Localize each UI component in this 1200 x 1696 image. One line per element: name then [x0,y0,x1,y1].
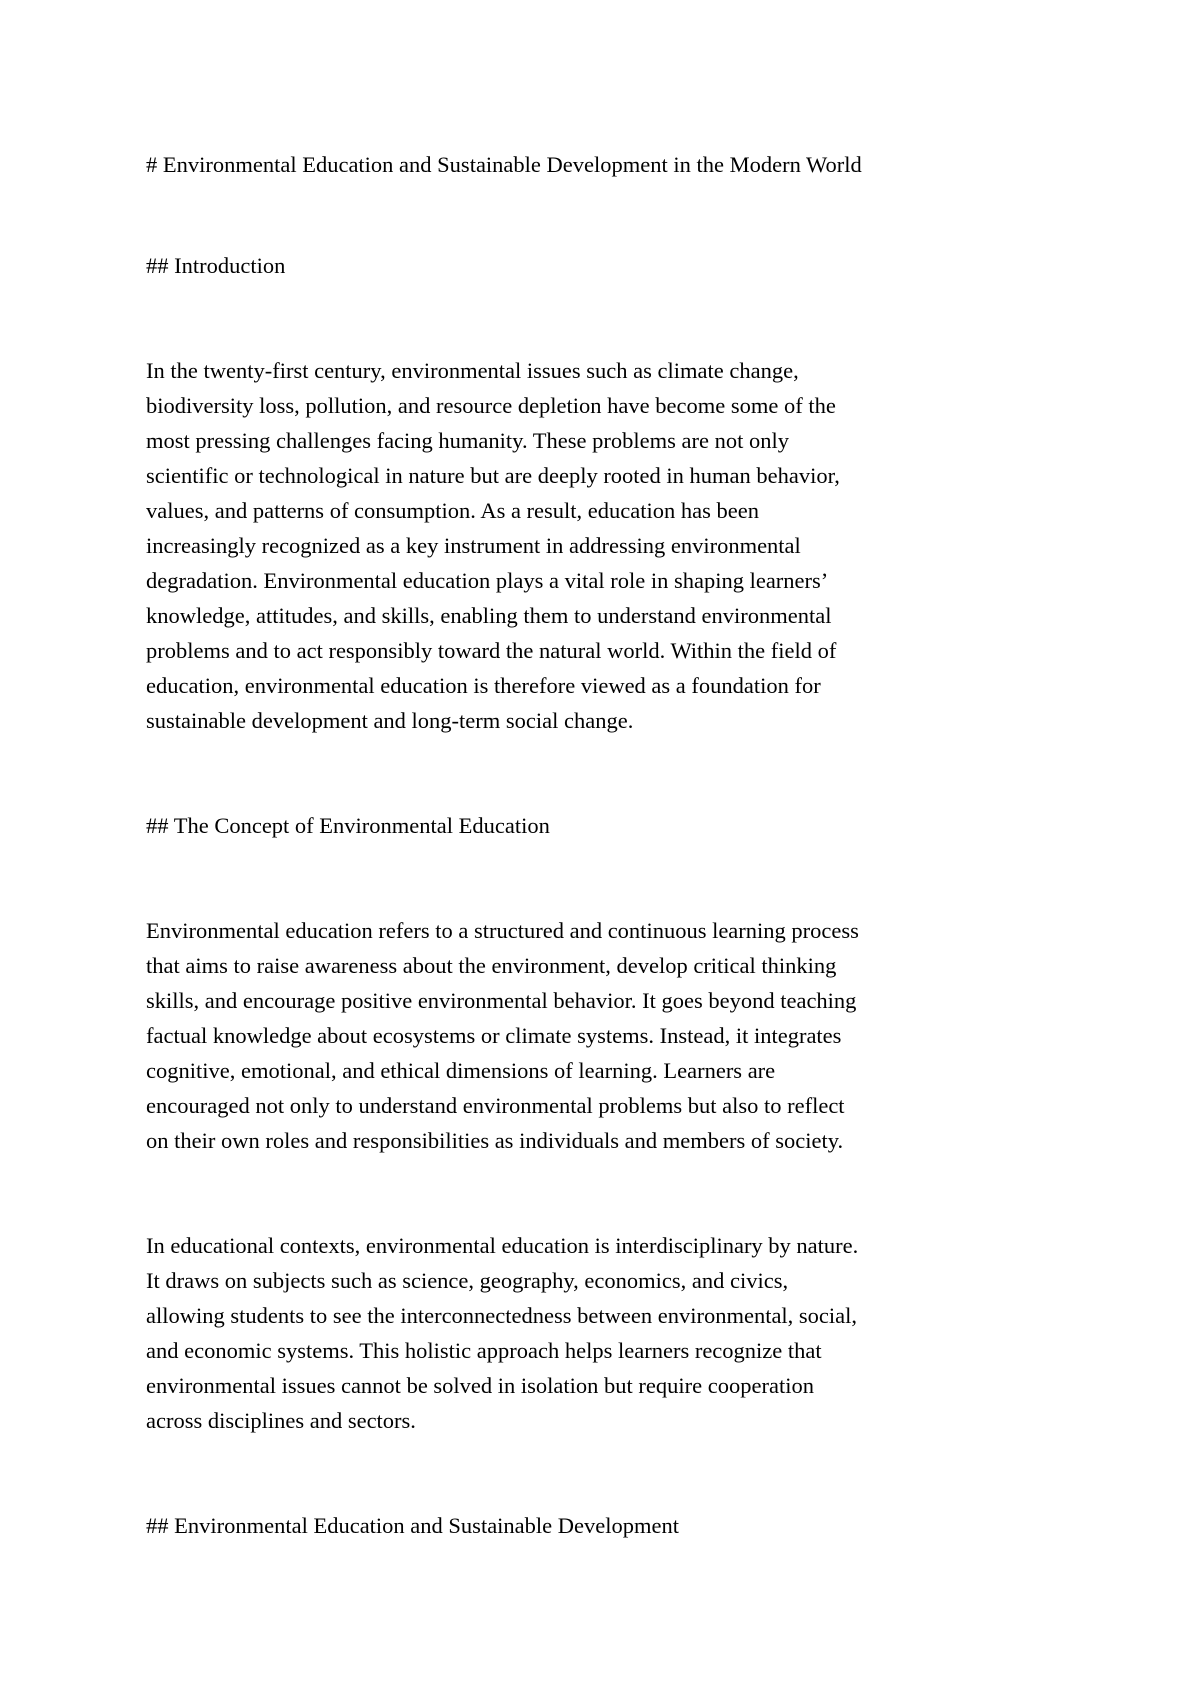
heading-introduction: ## Introduction [146,253,286,278]
text-line: across disciplines and sectors. [146,1408,416,1433]
text-line: and economic systems. This holistic approach helps learners recognize that [146,1338,822,1363]
paragraph-introduction [146,353,1066,738]
text-line: sustainable development and long-term social change. [146,708,634,733]
document-title: # Environmental Education and Sustainable Development in the Modern World [146,152,862,177]
text-line: degradation. Environmental education plays a vital role in shaping learners’ [146,568,829,593]
text-line: In the twenty-first century, environmental issues such as climate change, [146,358,799,383]
text-line: knowledge, attitudes, and skills, enabling them to understand environmental [146,603,832,628]
paragraph-concept-2 [146,1228,1066,1438]
heading-sustainable-development: ## Environmental Education and Sustainable Development [146,1513,679,1538]
text-line: that aims to raise awareness about the environment, develop critical thinking [146,953,837,978]
text-line: encouraged not only to understand environmental problems but also to reflect [146,1093,845,1118]
text-line: scientific or technological in nature but are deeply rooted in human behavior, [146,463,840,488]
text-line: skills, and encourage positive environmental behavior. It goes beyond teaching [146,988,857,1013]
text-line: biodiversity loss, pollution, and resource depletion have become some of the [146,393,836,418]
text-line: values, and patterns of consumption. As a result, education has been [146,498,759,523]
text-line: It draws on subjects such as science, geography, economics, and civics, [146,1268,789,1293]
text-line: In educational contexts, environmental education is interdisciplinary by nature. [146,1233,859,1258]
text-line: factual knowledge about ecosystems or climate systems. Instead, it integrates [146,1023,842,1048]
text-line: allowing students to see the interconnectedness between environmental, social, [146,1303,858,1328]
paragraph-concept-1 [146,913,1066,1158]
text-line: Environmental education refers to a structured and continuous learning process [146,918,859,943]
text-line: cognitive, emotional, and ethical dimensions of learning. Learners are [146,1058,776,1083]
text-line: on their own roles and responsibilities as individuals and members of society. [146,1128,844,1153]
text-line: problems and to act responsibly toward the natural world. Within the field of [146,638,837,663]
text-line: increasingly recognized as a key instrument in addressing environmental [146,533,801,558]
text-line: education, environmental education is therefore viewed as a foundation for [146,673,821,698]
text-line: environmental issues cannot be solved in isolation but require cooperation [146,1373,814,1398]
heading-concept: ## The Concept of Environmental Education [146,813,550,838]
text-line: most pressing challenges facing humanity. These problems are not only [146,428,789,453]
